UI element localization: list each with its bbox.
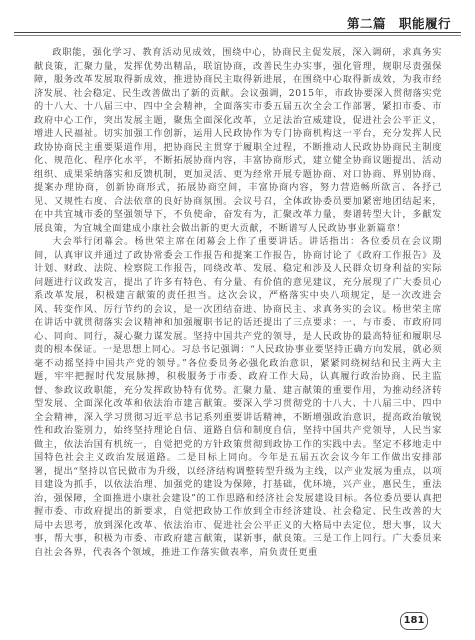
body-text [34,46,442,601]
header-rule-thin [14,35,461,36]
paragraph: 政职能，强化学习、教育活动见成效，围绕中心，协商民主促发展，深入调研，求真务实献良策，汇聚力量，发挥优势出精品，联谊协商，改善民生办实事，强化管理，规职尽责强保障，服务改革发展取得新成效，推进协商民主取得新进展，在围绕中心取得新成效，为我市经济发展、社会稳定、民生改善做出了新的贡献。会议强调，2015年，市政协要深入贯彻落实党的十八大、十八届三中、四中全会精神，全面落实市委五届五次全会工作部署，紧扣市委、市政府中心工作，突出发展主题，聚焦全面深化改革，立足法治宣威建设，促进社会公平正义，增进人民福祉。切实加强工作创新，运用人民政协作为专门协商机构这一平台，充分发挥人民政协协商民主重要渠道作用，把协商民主贯穿于履职全过程，不断推动人民政协协商民主制度化、规范化、程序化水平，不断拓展协商内容，丰富协商形式，建立健全协商议题提出、活动组织、成果采纳落实和反馈机制，更加灵活、更为经常开展专题协商、对口协商、界别协商、提案办理协商，创新协商形式，拓展协商空间，丰富协商内容，努力营造畅所欲言、各抒己见、又规性右度、合法依章的良好协商氛围。会议号召，全体政协委员要加紧密地团结起来，在中共宜城市委的坚强领导下，不负使命，奋发有为，汇聚改革力量，奏谱转型大计，多献发展良策，为宜城全面建成小康社会做出新的更大贡献，不断谱写人民政协事业新篇章！ [34,47,442,234]
page-header [0,0,475,44]
header-rule [14,32,461,33]
page-number: 181 [400,612,428,630]
paragraph: 大会举行闭幕会。杨世荣主席在闭幕会上作了重要讲话。讲话指出：各位委员在会议期间，认真审议并通过了政协常委会工作报告和提案工作报告，协商讨论了《政府工作报告》及计划、财政、法院、检察院工作报告，同绕改革、发展、稳定和涉及人民群众切身利益的实际问题进行议政发言，提出了许多有特色、有分量、有价值的意见建议，充分展现了广大委员心系改革发展，积极建言献策的责任担当。这次会议，严格落实中央八项规定，是一次改进会风、转变作风、厉行节约的会议，是一次团结奋进、协商民主、求真务实的会议。杨世荣主席在讲话中就贯彻落实会议精神和加强履职书记的话还提出了三点要求：一、与市委、市政府同心、同向、同行，凝心聚力谋发展。坚持中国共产党的领导，是人民政协的最高特征和履职尽责的根本保证。一是思想上同心。习总书记强调：“人民政协事业要坚持正确方向发展，就必须毫不动摇坚持中国共产党的领导。”各位委员务必强化政治意识，紧紧同绕树结和民主两大主题，牢牢把握时代发展脉搏，积极服务于市委、政府工作大局，认真履行政治协商、民主监督、参政议政职能，充分发挥政协特有优势。汇聚力量、建言献策的重要作用，为推动经济转型发展、全面深化改革和依法治市建言献策。要深入学习贯彻党的十八大、十八届三中、四中全会精神，深入学习贯彻习近平总书记系列重要讲话精神，不断增强政治意识，提高政治敏锐性和政治鉴别力，始终坚持理论自信、道路自信和制度自信，坚持中国共产党领导，人民当家做主，依法治国有机统一，自觉把党的方针政策贯彻到政协工作的实践中去。坚定不移地走中国特色社会主义政治发展道路。二是目标上同向。今年是五届五次会议今年工作做出安排部署，提出“坚持以官民做市为升级，以经济结构调整转型升级为主线，以产业发展为重点，以项目建设为抓手，以依法治理、加强党的建设为保障，打基础，优环境，兴产业，惠民生，重法治，强保障，全面推进小康社会建设”的工作思路和经济社会发展建设目标。各位委员要认真把握市委、市政府提出的新要求，自觉把政协工作放到全市经济建设、社会稳定、民生改善的大局中去思考，放到深化改革、依法治市、促进社会公平正义的大格局中去定位，想大事，议大事，帮大事，积极为市委、市政府建言献策，谋新事，献良策。三是工作上同行。广大委员来自社会各界，代表各个领域，推进工作落实做表率，肩负责任更重 [34,236,442,558]
running-header-title: 第二篇 职能履行 [346,16,451,31]
